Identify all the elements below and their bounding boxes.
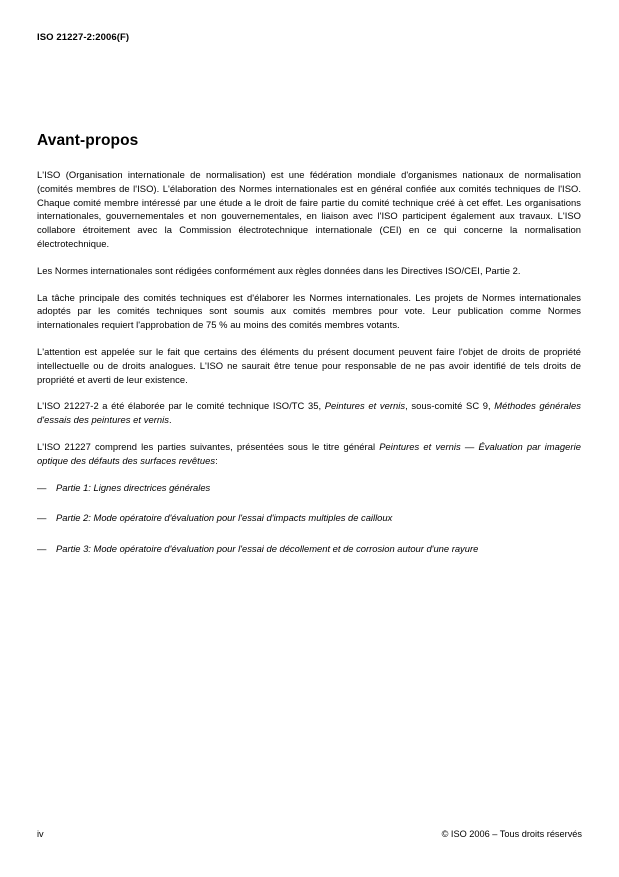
committee-origin-text-end: . xyxy=(169,414,172,426)
em-dash-bullet-icon: — xyxy=(37,512,47,524)
em-dash-bullet-icon: — xyxy=(37,543,47,555)
paragraph-committee-origin xyxy=(37,399,581,427)
list-item xyxy=(37,511,581,525)
document-header-reference: ISO 21227-2:2006(F) xyxy=(37,32,130,43)
list-item-label: Partie 2: Mode opératoire d'évaluation pour l'essai d'impacts multiples de cailloux xyxy=(56,512,393,524)
copyright-notice: © ISO 2006 – Tous droits réservés xyxy=(441,829,582,839)
paragraph-parts-intro xyxy=(37,440,581,468)
document-footer xyxy=(37,828,582,842)
paragraph-patent-notice: L'attention est appelée sur le fait que certains des éléments du présent document peuvent faire l'objet de droits de propriété intellectuelle ou de droits analogues. L'ISO ne saurait être tenue pour responsable de ne pas avoir identifié de tels droits de propriété et averti de leur existence. xyxy=(37,345,581,385)
em-dash-bullet-icon: — xyxy=(37,481,47,493)
document-content xyxy=(37,132,581,573)
list-item-label: Partie 1: Lignes directrices générales xyxy=(56,481,211,493)
page-number: iv xyxy=(37,829,44,839)
committee-origin-text-lead: L'ISO 21227-2 a été élaborée par le comité technique ISO/TC 35, xyxy=(37,400,325,412)
paragraph-approval-process: La tâche principale des comités techniques est d'élaborer les Normes internationales. Les projets de Normes internationales adoptés par les comités techniques sont soumis aux comités membres pour vote. Leur publication comme Normes internationales requiert l'approbation de 75 % au moins des comités membres votants. xyxy=(37,291,581,331)
paragraph-directives: Les Normes internationales sont rédigées conformément aux règles données dans les Directives ISO/CEI, Partie 2. xyxy=(37,264,521,276)
parts-list xyxy=(37,481,581,556)
parts-intro-text-lead: L'ISO 21227 comprend les parties suivantes, présentées sous le titre général xyxy=(37,440,380,452)
paragraph-iso-description: L'ISO (Organisation internationale de normalisation) est une fédération mondiale d'organismes nationaux de normalisation (comités membres de l'ISO). L'élaboration des Normes internationales est en général confiée aux comités techniques de l'ISO. Chaque comité membre intéressé par une étude a le droit de faire partie du comité technique créé à cet effet. Les organisations internationales, gouvernementales et non gouvernementales, en liaison avec l'ISO participent également aux travaux. L'ISO collabore étroitement avec la Commission électrotechnique internationale (CEI) en ce qui concerne la normalisation électrotechnique. xyxy=(37,169,581,249)
parts-intro-text-end: : xyxy=(215,454,218,466)
committee-origin-text-mid: , sous-comité SC 9, xyxy=(405,400,495,412)
page-title: Avant-propos xyxy=(37,132,139,149)
list-item xyxy=(37,481,581,495)
general-title-italic: Peintures et vernis — Évaluation par imagerie optique des défauts des surfaces revêtues xyxy=(37,440,581,466)
committee-title-italic: Peintures et vernis xyxy=(324,400,406,412)
list-item-label: Partie 3: Mode opératoire d'évaluation pour l'essai de décollement et de corrosion autour d'une rayure xyxy=(56,543,479,555)
list-item xyxy=(37,542,581,556)
subcommittee-title-italic: Méthodes générales d'essais des peintures et vernis xyxy=(37,400,581,426)
